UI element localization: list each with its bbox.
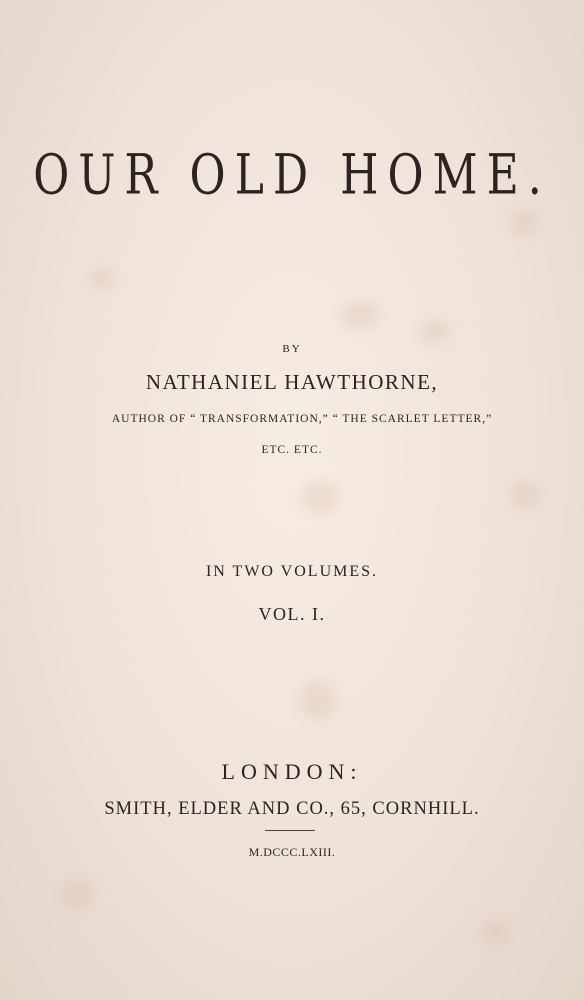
author-credits: AUTHOR OF “ TRANSFORMATION,” “ THE SCARLET LETTER,” [111, 413, 493, 425]
book-title: OUR OLD HOME. [33, 143, 551, 208]
publication-city: LONDON: [221, 759, 363, 784]
publication-year: M.DCCC.LXIII. [248, 845, 336, 859]
author-credits-etc: ETC. ETC. [261, 444, 323, 456]
foxing-stain [480, 920, 510, 946]
foxing-stain [340, 300, 380, 330]
foxing-stain [420, 320, 450, 344]
foxing-stain [510, 480, 540, 510]
foxing-stain [510, 210, 538, 236]
foxing-stain [300, 480, 340, 514]
foxing-stain [60, 880, 94, 910]
divider-rule [265, 830, 315, 831]
volume-number: VOL. I. [258, 604, 326, 624]
publisher: SMITH, ELDER AND CO., 65, CORNHILL. [104, 799, 480, 819]
by-line: BY [282, 343, 302, 355]
foxing-stain [90, 268, 116, 290]
volume-count: IN TWO VOLUMES. [205, 563, 379, 580]
foxing-stain [300, 680, 336, 720]
author-name: NATHANIEL HAWTHORNE, [145, 370, 439, 394]
